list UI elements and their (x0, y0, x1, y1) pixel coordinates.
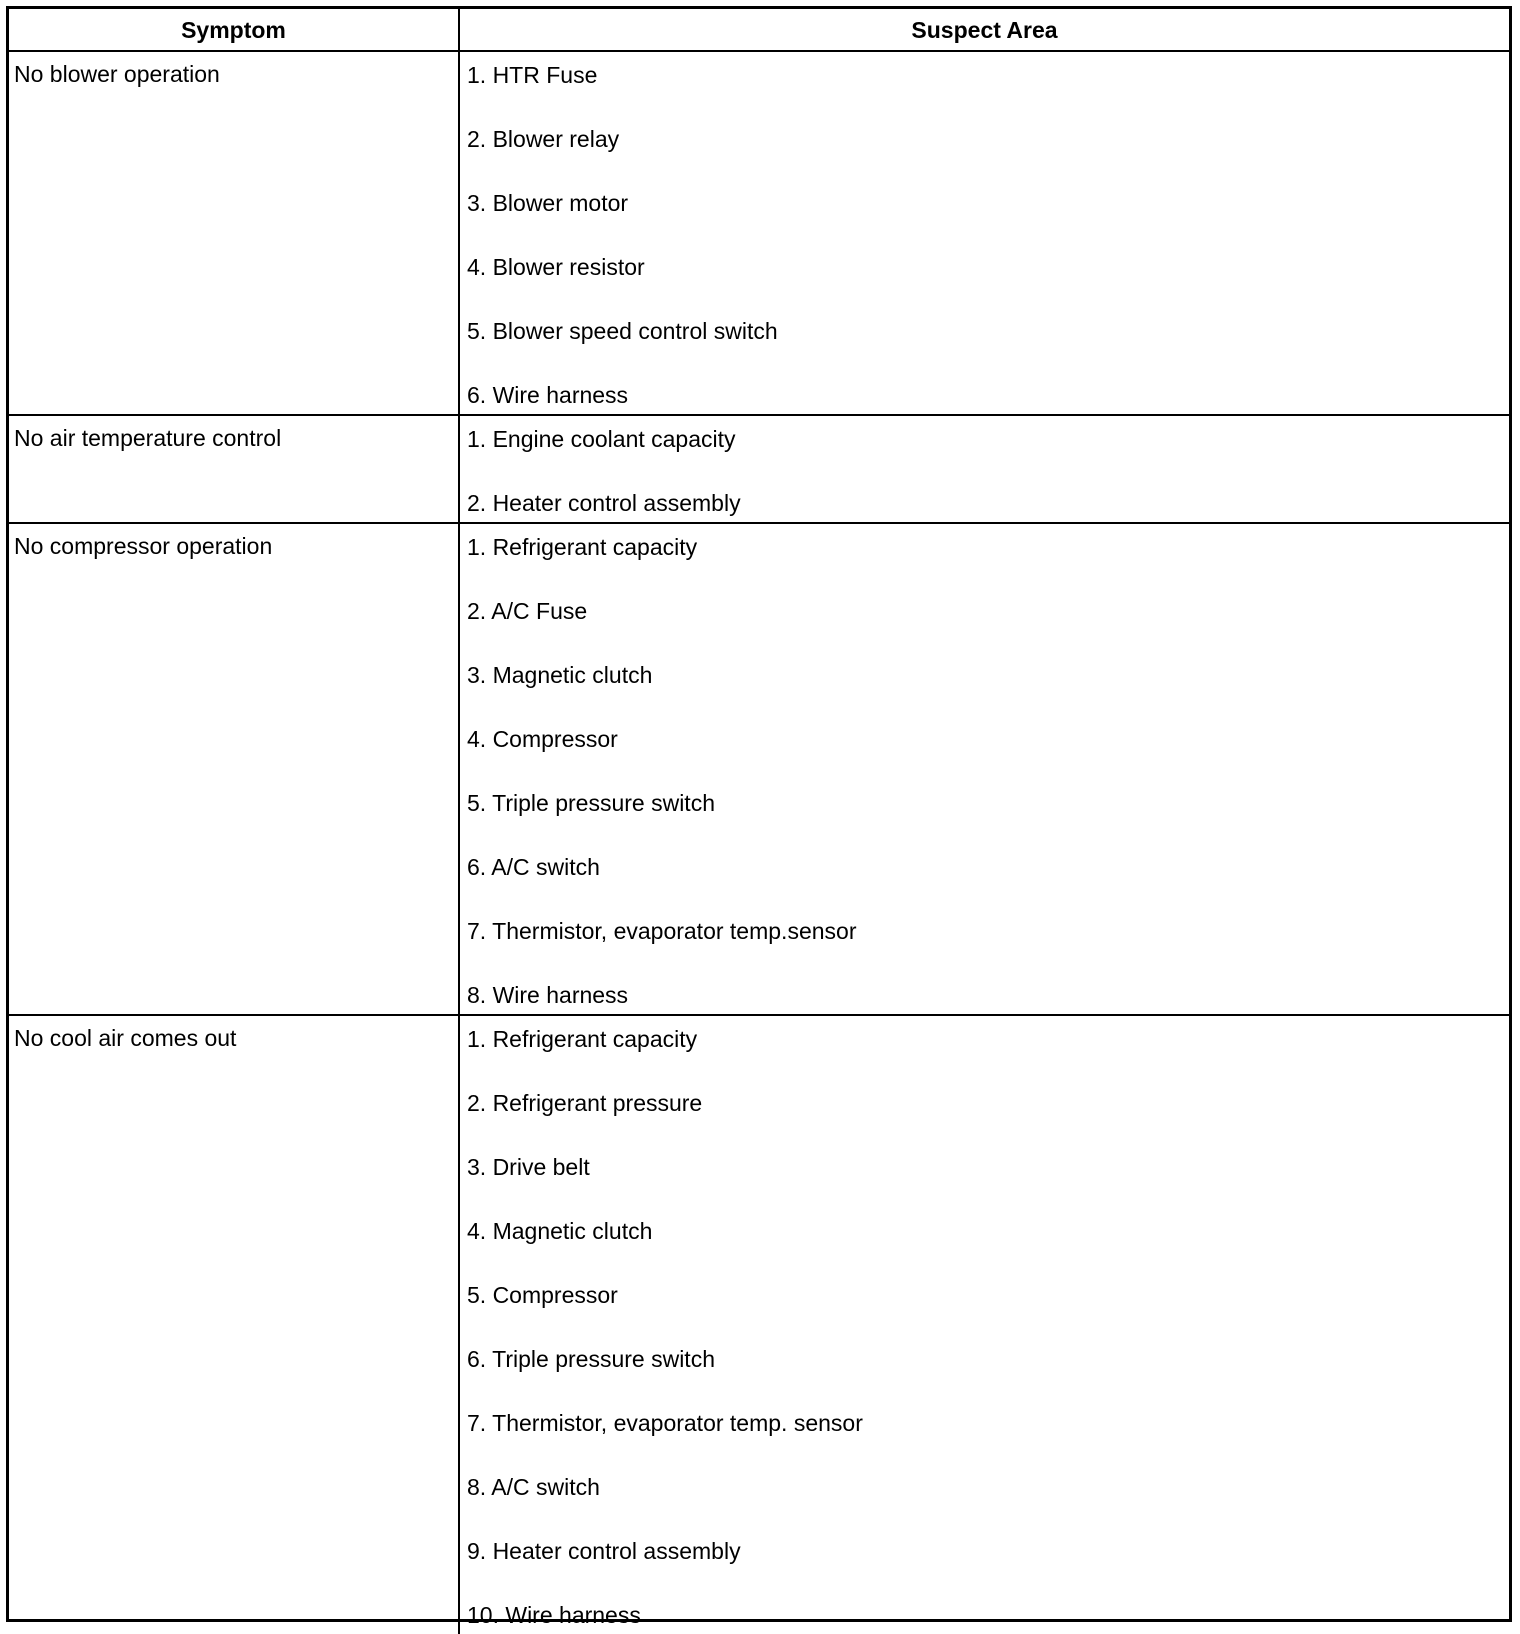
symptom-cell: No cool air comes out (9, 1016, 460, 1634)
suspect-area-item: 3. Drive belt (467, 1154, 590, 1180)
table-row (9, 416, 1509, 524)
suspect-area-item: 9. Heater control assembly (467, 1538, 741, 1564)
suspect-area-item: 5. Blower speed control switch (467, 318, 778, 344)
table-header-row (9, 9, 1509, 52)
suspect-area-item: 7. Thermistor, evaporator temp. sensor (467, 1410, 863, 1436)
suspect-area-list (467, 61, 1509, 414)
table-row (9, 524, 1509, 1016)
symptom-cell: No blower operation (9, 52, 460, 414)
suspect-area-cell (460, 52, 1509, 414)
table-row (9, 1016, 1509, 1634)
troubleshooting-table (6, 6, 1512, 1628)
suspect-area-item: 1. Refrigerant capacity (467, 1026, 698, 1052)
suspect-area-item: 1. Engine coolant capacity (467, 426, 736, 452)
suspect-area-list (467, 1025, 1509, 1634)
suspect-area-cell (460, 524, 1509, 1014)
suspect-area-item: 2. Heater control assembly (467, 490, 741, 516)
suspect-area-item: 2. Blower relay (467, 126, 620, 152)
suspect-area-item: 5. Triple pressure switch (467, 790, 715, 816)
suspect-area-item: 3. Magnetic clutch (467, 662, 653, 688)
suspect-area-item: 2. A/C Fuse (467, 598, 588, 624)
suspect-area-item: 5. Compressor (467, 1282, 618, 1308)
suspect-area-list (467, 533, 1509, 1014)
suspect-area-column-header: Suspect Area (911, 17, 1058, 43)
symptom-cell: No compressor operation (9, 524, 460, 1014)
suspect-area-list (467, 425, 1509, 522)
suspect-area-item: 7. Thermistor, evaporator temp.sensor (467, 918, 857, 944)
suspect-area-cell (460, 1016, 1509, 1634)
suspect-area-cell (460, 416, 1509, 522)
suspect-area-item: 6. Wire harness (467, 382, 629, 408)
table-body (9, 52, 1509, 1634)
suspect-area-item: 6. A/C switch (467, 854, 600, 880)
suspect-area-item: 4. Compressor (467, 726, 618, 752)
symptom-cell: No air temperature control (9, 416, 460, 522)
suspect-area-item: 1. Refrigerant capacity (467, 534, 698, 560)
suspect-area-item: 2. Refrigerant pressure (467, 1090, 703, 1116)
suspect-area-item: 3. Blower motor (467, 190, 629, 216)
suspect-area-item: 1. HTR Fuse (467, 62, 598, 88)
suspect-area-item: 4. Blower resistor (467, 254, 645, 280)
suspect-area-item: 8. Wire harness (467, 982, 629, 1008)
suspect-area-item: 6. Triple pressure switch (467, 1346, 715, 1372)
symptom-column-header: Symptom (9, 9, 460, 50)
suspect-area-item: 4. Magnetic clutch (467, 1218, 653, 1244)
table-row (9, 52, 1509, 416)
suspect-area-item: 8. A/C switch (467, 1474, 600, 1500)
suspect-area-item: 10. Wire harness (467, 1602, 641, 1628)
